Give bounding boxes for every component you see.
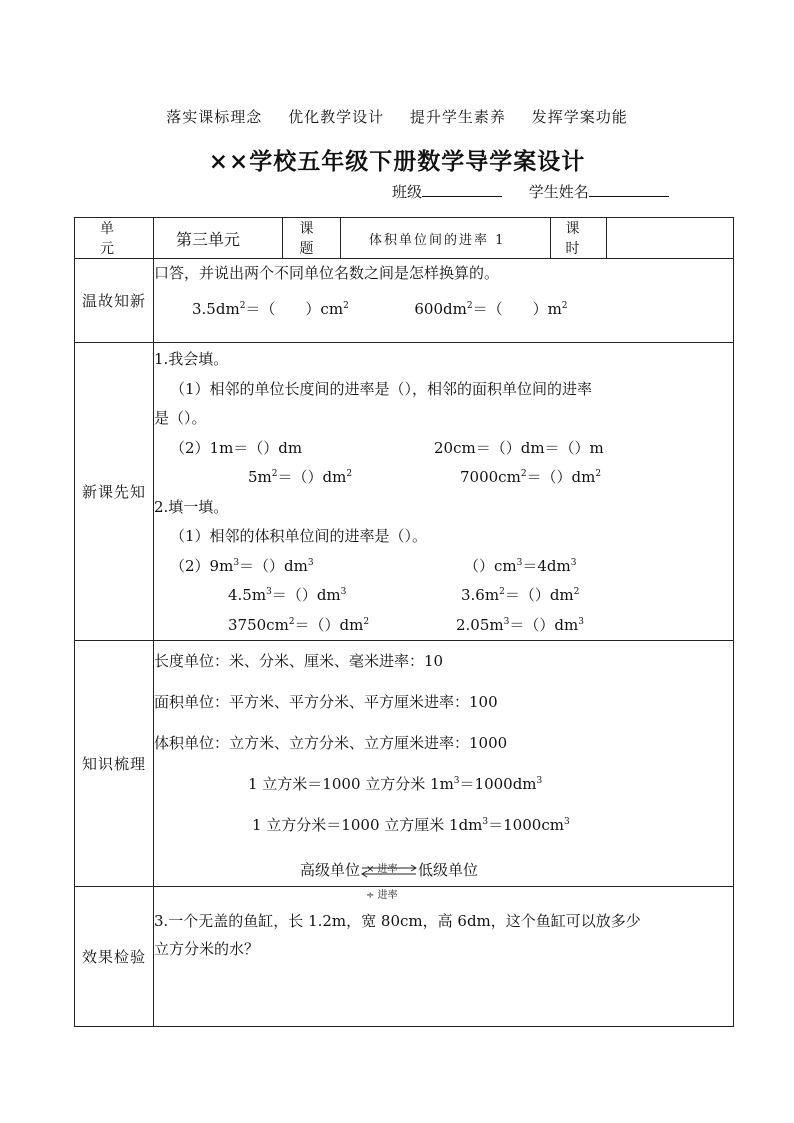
preview-l4: （1）相邻的体积单位间的进率是（）。 [170,527,428,545]
preview-l2a: （2）1m＝（）dm [170,438,303,457]
motto-line [0,106,794,127]
review-label: 温故知新 [75,259,154,343]
preview-l6b-post: ＝（）dm [504,586,574,604]
sup: 3 [570,557,577,568]
preview-h1: 1.我会填。 [154,350,229,368]
sup: 3 [482,817,489,827]
class-blank[interactable] [422,182,502,197]
motto-item: 优化教学设计 [288,108,385,126]
preview-content [154,343,734,641]
period-value[interactable] [607,218,734,259]
check-content [154,887,734,1027]
knowledge-formula-1 [154,764,733,805]
unit-value: 第三单元 [154,218,283,259]
preview-l6a-post: ＝（）dm [271,586,341,604]
formula-1-text: 1 立方米＝1000 立方分米 1m [248,775,454,793]
sup: 3 [453,776,460,786]
review-q1-b: ＝（ ）cm [245,300,344,318]
sup: 2 [595,469,602,479]
divide-rate-label: ÷ 进率 [366,890,398,901]
knowledge-area: 面积单位：平方米、平方分米、平方厘米进率：100 [154,693,498,711]
preview-l6a-pre: 4.5m [228,586,267,604]
sup: 3 [233,557,240,568]
sup: 3 [563,817,570,827]
review-content [154,259,734,343]
sup: 2 [520,469,527,479]
preview-l3 [154,463,733,493]
motto-item: 发挥学案功能 [531,108,628,126]
sup: 2 [499,587,505,597]
preview-l3a-pre: 5m [248,468,272,486]
preview-l5b-post: ＝4dm [522,556,571,575]
sup: 3 [536,776,543,786]
preview-l1b: 是（）。 [154,409,207,427]
knowledge-volume: 体积单位：立方米、立方分米、立方厘米进率：1000 [154,734,508,752]
sup: 3 [503,616,510,627]
page-title: ××学校五年级下册数学导学案设计 [208,148,586,175]
conversion-diagram [154,846,733,901]
sup: 3 [307,557,314,568]
sup: 3 [578,616,584,627]
sup: 3 [266,587,272,597]
knowledge-formula-2 [154,805,733,846]
preview-l2b: 20cm＝（）dm＝（）m [434,438,604,457]
conversion-line [300,850,479,901]
preview-l3b-post: ＝（）dm [526,468,596,486]
preview-l7a-pre: 3750cm [228,615,289,634]
preview-l3b-pre: 7000cm [460,468,521,486]
preview-row [75,343,734,641]
motto-item: 提升学生素养 [409,108,506,126]
check-label: 效果检验 [75,887,154,1027]
review-q1-a: 3.5dm [192,300,240,318]
preview-l6 [154,581,733,611]
preview-l7 [154,611,733,641]
sup: 2 [561,301,568,311]
sup: 2 [466,301,473,311]
preview-h2: 2.填一填。 [154,497,229,516]
info-row [75,218,734,259]
formula-2-mid: ＝1000cm [488,816,564,834]
conversion-arrows [360,861,418,901]
preview-l7a-post: ＝（）dm [294,615,364,634]
formula-2-text: 1 立方分米＝1000 立方厘米 1dm [252,816,483,834]
sup: 2 [573,587,580,597]
high-unit-label: 高级单位 [300,861,361,879]
name-label: 学生姓名 [528,183,589,201]
multiply-rate-label: × 进率 [366,864,398,875]
sup: 2 [271,469,278,479]
preview-l3a-post: ＝（）dm [277,468,347,486]
preview-l5a-pre: （2）9m [170,556,234,575]
preview-l5b-pre: （）cm [464,556,517,575]
knowledge-content [154,641,734,901]
knowledge-row [75,641,734,887]
motto-item: 落实课标理念 [166,108,263,126]
review-questions [154,295,733,323]
student-info-line [392,181,669,202]
review-q2-a: 600dm [414,300,467,318]
knowledge-label: 知识梳理 [75,641,154,887]
sup: 2 [343,301,349,311]
sup: 2 [346,469,353,479]
sup: 2 [363,616,370,627]
preview-l6b-pre: 3.6m [461,586,500,604]
preview-l5 [154,552,733,582]
topic-value: 体积单位间的进率 1 [341,218,551,259]
check-row [75,887,734,1027]
lesson-plan-table [74,217,734,1027]
sup: 2 [239,301,246,311]
check-question: 3.一个无盖的鱼缸，长 1.2m，宽 80cm，高 6dm，这个鱼缸可以放多少 [154,912,641,930]
review-row [75,259,734,343]
preview-l2 [154,434,733,464]
review-q2-b: ＝（ ）m [472,300,562,318]
preview-l5a-post: ＝（）dm [239,556,308,575]
low-unit-label: 低级单位 [418,861,479,879]
sup: 3 [340,587,347,597]
preview-label: 新课先知 [75,343,154,641]
preview-l1: （1）相邻的单位长度间的进率是（），相邻的面积单位间的进率 [170,379,593,398]
formula-1-mid: ＝1000dm [459,775,537,793]
period-label: 课 时 [551,218,607,259]
check-question-cont: 立方分米的水？ [154,940,260,958]
name-blank[interactable] [589,182,669,197]
preview-l7b-post: ＝（）dm [509,615,579,634]
unit-label: 单 元 [75,218,154,259]
sup: 2 [288,616,295,627]
preview-l7b-pre: 2.05m [456,615,504,634]
sup: 3 [516,557,523,568]
topic-label: 课 题 [283,218,341,259]
review-instruction: 口答，并说出两个不同单位名数之间是怎样换算的。 [154,264,500,282]
class-label: 班级 [392,183,423,201]
knowledge-length: 长度单位：米、分米、厘米、毫米进率：10 [154,652,444,670]
